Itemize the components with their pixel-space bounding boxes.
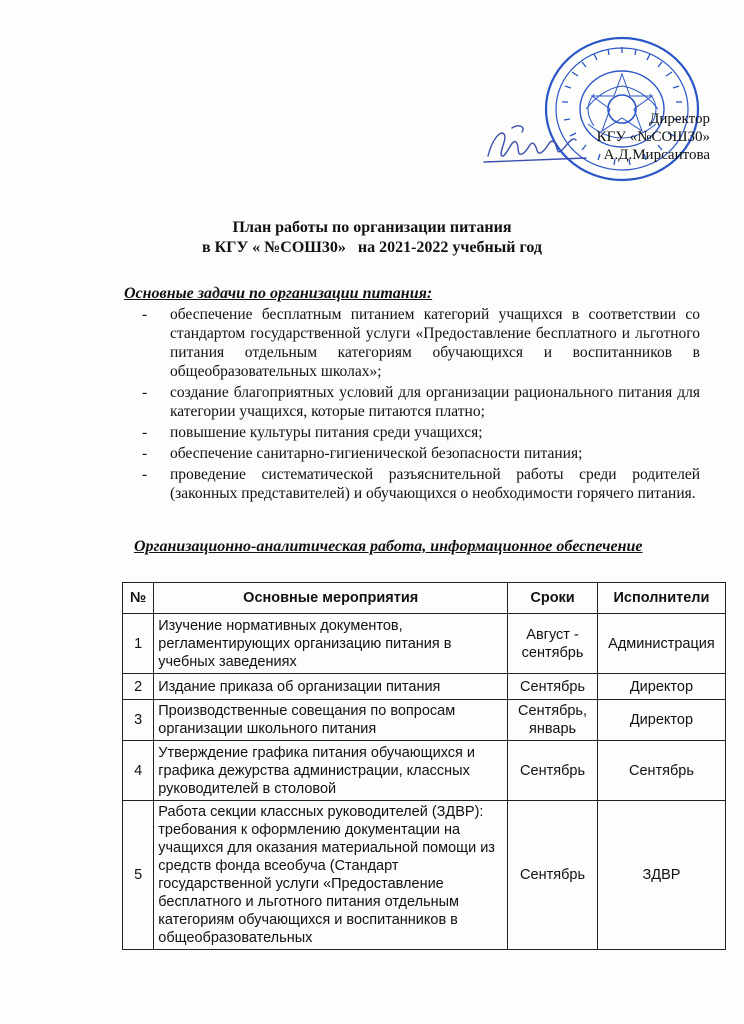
table-row	[123, 801, 726, 950]
task-text: проведение систематической разъяснительной работы среди родителей (законных представителей) и обучающихся о необходимости горячего питания.	[170, 466, 700, 502]
row-term: Сентябрь, январь	[508, 700, 598, 741]
row-activity: Работа секции классных руководителей (ЗДВР): требования к оформлению документации на учащихся для оказания материальной помощи из средств фонда всеобуча (Стандарт государственной услуги «Предоставление бесплатного и льготного питания отдельным категориям обучающихся и воспитанников в общеобразовательных	[154, 801, 508, 950]
row-number: 3	[123, 700, 154, 741]
table-header-row	[123, 583, 726, 614]
row-number: 4	[123, 741, 154, 801]
task-item: - проведение систематической разъяснительной работы среди родителей (законных представителей) и обучающихся о необходимости горячего питания.	[142, 466, 700, 502]
row-activity: Издание приказа об организации питания	[154, 674, 508, 700]
title-line-1: План работы по организации питания	[232, 219, 512, 236]
document-title	[0, 218, 744, 258]
section-heading: Организационно-аналитическая работа, информационное обеспечение	[134, 538, 643, 555]
tasks-heading: Основные задачи по организации питания:	[124, 285, 433, 302]
row-activity: Утверждение графика питания обучающихся и графика дежурства администрации, классных руководителей в столовой	[154, 741, 508, 801]
table-row	[123, 674, 726, 700]
row-term: Сентябрь	[508, 801, 598, 950]
approval-position: Директор	[649, 111, 710, 127]
task-text: обеспечение санитарно-гигиенической безопасности питания;	[170, 445, 583, 462]
task-text: обеспечение бесплатным питанием категорий учащихся в соответствии со стандартом государственной услуги «Предоставление бесплатного и льготного питания отдельным категориям обучающихся и воспитанников в общеобразовательных школах»;	[170, 306, 700, 380]
tasks-list	[140, 305, 700, 505]
row-executor: Директор	[597, 700, 725, 741]
row-term: Сентябрь	[508, 741, 598, 801]
table-row	[123, 700, 726, 741]
task-item: - обеспечение санитарно-гигиенической безопасности питания;	[142, 445, 583, 462]
row-executor: Администрация	[597, 614, 725, 674]
plan-table	[122, 582, 726, 950]
row-term: Сентябрь	[508, 674, 598, 700]
row-executor: Директор	[597, 674, 725, 700]
task-item: - повышение культуры питания среди учащихся;	[142, 424, 483, 441]
approval-block	[560, 110, 710, 164]
header-activity: Основные мероприятия	[154, 583, 508, 614]
task-item: - создание благоприятных условий для организации рационального питания для категории учащихся, которые питаются платно;	[142, 384, 700, 420]
row-term: Август - сентябрь	[508, 614, 598, 674]
header-term: Сроки	[508, 583, 598, 614]
row-executor: ЗДВР	[597, 801, 725, 950]
row-activity: Изучение нормативных документов, регламентирующих организацию питания в учебных заведениях	[154, 614, 508, 674]
table-row	[123, 741, 726, 801]
header-number: №	[123, 583, 154, 614]
header-executor: Исполнители	[597, 583, 725, 614]
task-item: - обеспечение бесплатным питанием категорий учащихся в соответствии со стандартом государственной услуги «Предоставление бесплатного и льготного питания отдельным категориям обучающихся и воспитанников в общеобразовательных школах»;	[142, 306, 700, 380]
title-line-2: в КГУ « №СОШ30» на 2021-2022 учебный год	[202, 239, 542, 256]
task-text: создание благоприятных условий для организации рационального питания для категории учащихся, которые питаются платно;	[170, 384, 700, 420]
task-text: повышение культуры питания среди учащихся;	[170, 424, 483, 441]
table-row	[123, 614, 726, 674]
row-number: 5	[123, 801, 154, 950]
row-activity: Производственные совещания по вопросам организации школьного питания	[154, 700, 508, 741]
row-number: 1	[123, 614, 154, 674]
approval-organization: КГУ «№СОШ30»	[596, 129, 710, 145]
row-number: 2	[123, 674, 154, 700]
row-executor: Сентябрь	[597, 741, 725, 801]
approval-name: А.Д.Мирсаитова	[603, 147, 710, 163]
